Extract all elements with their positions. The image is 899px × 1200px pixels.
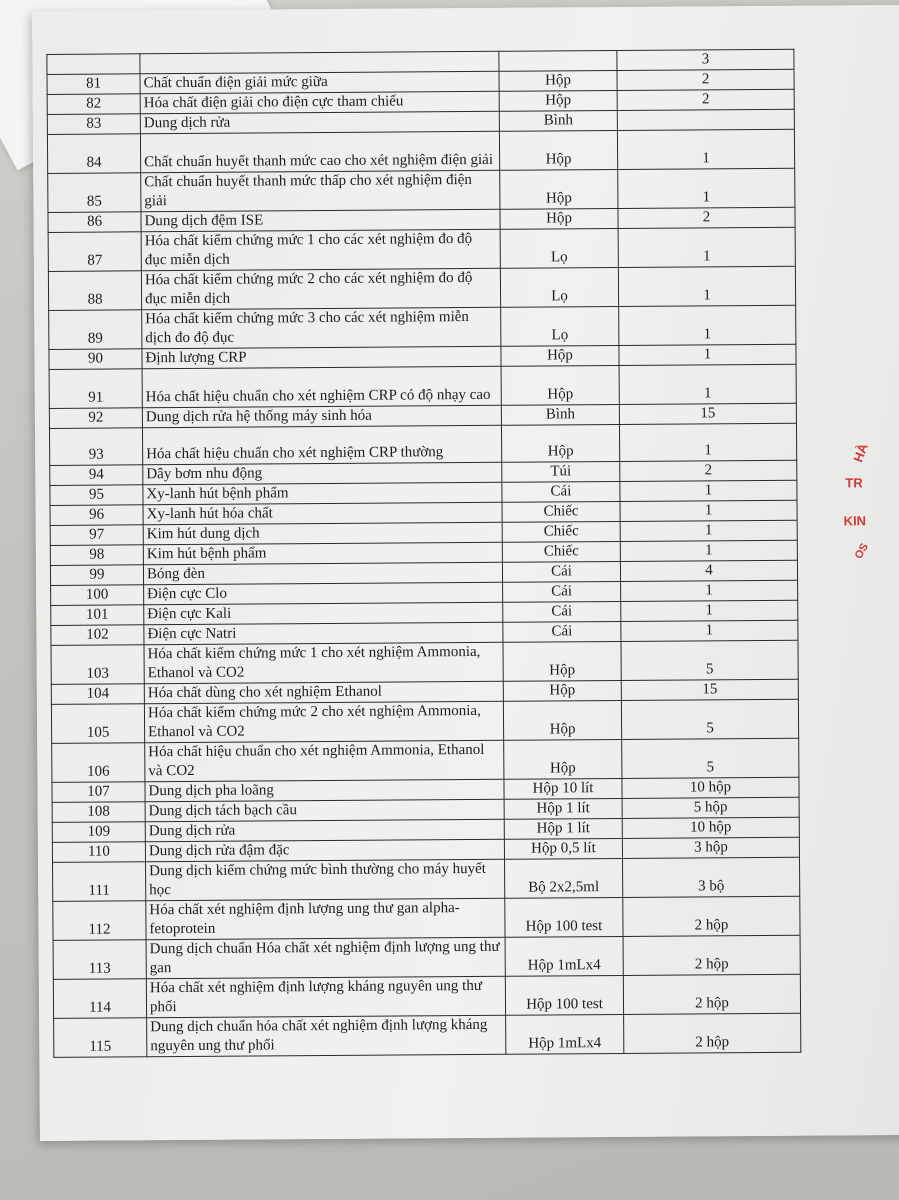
row-number: 95 bbox=[50, 485, 143, 506]
item-quantity: 1 bbox=[621, 580, 798, 601]
row-number: 94 bbox=[50, 465, 143, 486]
item-quantity: 15 bbox=[621, 679, 798, 700]
stamp-text-4: OS bbox=[852, 541, 871, 562]
row-number: 81 bbox=[47, 74, 140, 95]
item-quantity: 1 bbox=[619, 364, 796, 404]
item-unit: Hộp 1mLx4 bbox=[506, 1014, 624, 1054]
item-unit: Cái bbox=[502, 481, 620, 502]
item-quantity: 1 bbox=[621, 620, 798, 641]
table-row bbox=[53, 935, 800, 979]
row-number: 92 bbox=[49, 408, 142, 429]
item-quantity: 2 hộp bbox=[624, 1013, 801, 1053]
item-name: Dung dịch chuẩn hóa chất xét nghiệm định lượng kháng nguyên ung thư phổi bbox=[147, 1015, 506, 1057]
row-number: 112 bbox=[53, 901, 146, 941]
row-number: 91 bbox=[49, 369, 142, 409]
item-unit: Hộp bbox=[499, 70, 617, 91]
item-unit: Hộp 1mLx4 bbox=[505, 936, 623, 976]
item-name bbox=[140, 51, 499, 74]
table-row bbox=[49, 364, 796, 408]
item-unit: Hộp bbox=[504, 739, 622, 779]
row-number: 107 bbox=[52, 782, 145, 803]
item-quantity: 15 bbox=[619, 403, 796, 424]
item-quantity: 1 bbox=[618, 227, 795, 267]
row-number: 88 bbox=[48, 271, 141, 311]
row-number: 85 bbox=[48, 173, 141, 213]
item-unit: Bộ 2x2,5ml bbox=[504, 858, 622, 898]
row-number: 105 bbox=[51, 704, 144, 744]
item-unit: Cái bbox=[503, 581, 621, 602]
item-quantity: 2 hộp bbox=[623, 896, 800, 936]
item-name: Kim hút dung dịch bbox=[143, 522, 502, 545]
item-unit: Hộp bbox=[501, 424, 619, 462]
row-number: 108 bbox=[52, 802, 145, 823]
item-unit: Hộp bbox=[499, 130, 617, 170]
item-name: Dung dịch chuẩn Hóa chất xét nghiệm định lượng ung thư gan bbox=[146, 937, 505, 979]
row-number: 104 bbox=[51, 684, 144, 705]
item-unit: Cái bbox=[503, 621, 621, 642]
item-unit: Hộp 0,5 lít bbox=[504, 838, 622, 859]
item-unit: Hộp 1 lít bbox=[504, 798, 622, 819]
stamp-text-1: HÀ bbox=[850, 441, 871, 465]
item-quantity: 3 bộ bbox=[622, 857, 799, 897]
row-number bbox=[47, 54, 140, 75]
row-number: 97 bbox=[50, 525, 143, 546]
item-unit: Chiếc bbox=[502, 541, 620, 562]
item-quantity: 1 bbox=[619, 344, 796, 365]
item-name: Dung dịch rửa hệ thống máy sinh hóa bbox=[142, 405, 501, 428]
row-number: 86 bbox=[48, 212, 141, 233]
item-quantity: 1 bbox=[620, 540, 797, 561]
item-name: Kim hút bệnh phẩm bbox=[143, 542, 502, 565]
item-unit: Hộp 10 lít bbox=[504, 778, 622, 799]
item-unit: Hộp 100 test bbox=[505, 897, 623, 937]
item-name: Định lượng CRP bbox=[142, 346, 501, 369]
item-unit: Hộp 100 test bbox=[505, 975, 623, 1015]
document-page bbox=[32, 5, 899, 1141]
row-number: 106 bbox=[52, 743, 145, 783]
item-name: Điện cực Clo bbox=[144, 582, 503, 605]
row-number: 100 bbox=[51, 585, 144, 606]
item-name: Hóa chất kiểm chứng mức 1 cho xét nghiệm Ammonia, Ethanol và CO2 bbox=[144, 642, 503, 684]
row-number: 103 bbox=[51, 645, 144, 685]
item-quantity: 4 bbox=[620, 560, 797, 581]
row-number: 102 bbox=[51, 625, 144, 646]
item-name: Điện cực Kali bbox=[144, 602, 503, 625]
item-name: Dung dịch kiểm chứng mức bình thường cho máy huyết học bbox=[146, 859, 505, 901]
row-number: 90 bbox=[49, 349, 142, 370]
row-number: 84 bbox=[47, 134, 140, 174]
table-row bbox=[48, 168, 795, 212]
row-number: 96 bbox=[50, 505, 143, 526]
item-name: Hóa chất kiểm chứng mức 3 cho các xét nghiệm miễn dịch đo độ đục bbox=[142, 307, 501, 349]
row-number: 109 bbox=[52, 822, 145, 843]
item-name: Dây bơm nhu động bbox=[143, 462, 502, 485]
table-row bbox=[51, 640, 798, 684]
item-name: Bóng đèn bbox=[143, 562, 502, 585]
row-number: 87 bbox=[48, 232, 141, 272]
item-name: Hóa chất hiệu chuẩn cho xét nghiệm CRP thường bbox=[142, 425, 501, 465]
item-unit: Cái bbox=[502, 561, 620, 582]
table-row bbox=[48, 227, 795, 271]
item-name: Hóa chất hiệu chuẩn cho xét nghiệm Ammonia, Ethanol và CO2 bbox=[145, 740, 504, 782]
item-unit: Hộp bbox=[503, 641, 621, 681]
item-unit: Chiếc bbox=[502, 521, 620, 542]
item-name: Hóa chất dùng cho xét nghiệm Ethanol bbox=[144, 681, 503, 704]
item-quantity: 2 bbox=[620, 460, 797, 481]
supply-table bbox=[46, 49, 801, 1058]
item-unit: Lọ bbox=[501, 306, 619, 346]
table-row bbox=[49, 305, 796, 349]
row-number: 93 bbox=[49, 428, 142, 466]
item-unit: Lọ bbox=[500, 228, 618, 268]
item-quantity: 2 bbox=[618, 207, 795, 228]
item-name: Hóa chất kiểm chứng mức 2 cho các xét nghiệm đo độ đục miễn dịch bbox=[141, 268, 500, 310]
item-quantity: 5 bbox=[621, 699, 798, 739]
table-row bbox=[54, 1013, 801, 1057]
item-quantity: 2 hộp bbox=[623, 935, 800, 975]
item-unit: Hộp bbox=[503, 680, 621, 701]
item-quantity: 5 hộp bbox=[622, 797, 799, 818]
item-unit: Hộp bbox=[501, 365, 619, 405]
item-quantity: 2 hộp bbox=[623, 974, 800, 1014]
item-quantity: 2 bbox=[617, 89, 794, 110]
item-unit: Hộp bbox=[499, 90, 617, 111]
item-quantity: 1 bbox=[617, 129, 794, 169]
item-unit: Hộp bbox=[500, 169, 618, 209]
item-name: Hóa chất xét nghiệm định lượng ung thư gan alpha-fetoprotein bbox=[146, 898, 505, 940]
item-name: Điện cực Natri bbox=[144, 622, 503, 645]
item-quantity: 1 bbox=[619, 423, 796, 461]
item-unit: Bình bbox=[501, 404, 619, 425]
item-name: Chất chuẩn huyết thanh mức thấp cho xét nghiệm điện giải bbox=[141, 170, 500, 212]
item-quantity: 2 bbox=[617, 69, 794, 90]
item-quantity: 3 bbox=[617, 49, 794, 70]
table-row bbox=[52, 738, 799, 782]
item-unit: Cái bbox=[503, 601, 621, 622]
item-name: Hóa chất xét nghiệm định lượng kháng nguyên ung thư phổi bbox=[146, 976, 505, 1018]
stamp-text-2: TR bbox=[845, 475, 863, 491]
item-unit: Hộp bbox=[503, 700, 621, 740]
table-row bbox=[51, 699, 798, 743]
item-quantity: 10 hộp bbox=[622, 817, 799, 838]
item-quantity: 1 bbox=[619, 305, 796, 345]
stamp-text-3: KIN bbox=[843, 513, 867, 529]
row-number: 110 bbox=[52, 842, 145, 863]
item-unit: Chiếc bbox=[502, 501, 620, 522]
row-number: 98 bbox=[50, 545, 143, 566]
item-name: Dung dịch pha loãng bbox=[145, 779, 504, 802]
table-row bbox=[53, 974, 800, 1018]
item-quantity: 1 bbox=[620, 480, 797, 501]
row-number: 99 bbox=[50, 565, 143, 586]
item-name: Hóa chất hiệu chuẩn cho xét nghiệm CRP có độ nhạy cao bbox=[142, 366, 501, 408]
item-name: Xy-lanh hút bệnh phẩm bbox=[143, 482, 502, 505]
table-row bbox=[48, 266, 795, 310]
item-quantity: 1 bbox=[620, 520, 797, 541]
item-name: Dung dịch tách bạch cầu bbox=[145, 799, 504, 822]
row-number: 82 bbox=[47, 94, 140, 115]
item-name: Hóa chất kiểm chứng mức 2 cho xét nghiệm Ammonia, Ethanol và CO2 bbox=[144, 701, 503, 743]
item-quantity: 1 bbox=[621, 600, 798, 621]
item-name: Hóa chất điện giải cho điện cực tham chiếu bbox=[140, 91, 499, 114]
item-unit: Túi bbox=[502, 461, 620, 482]
item-name: Dung dịch rửa đậm đặc bbox=[145, 839, 504, 862]
row-number: 111 bbox=[53, 862, 146, 902]
table-row bbox=[53, 896, 800, 940]
item-name: Dung dịch rửa bbox=[145, 819, 504, 842]
row-number: 101 bbox=[51, 605, 144, 626]
item-name: Chất chuẩn điện giải mức giữa bbox=[140, 71, 499, 94]
row-number: 115 bbox=[54, 1018, 147, 1058]
row-number: 114 bbox=[53, 979, 146, 1019]
item-name: Dung dịch đệm ISE bbox=[141, 209, 500, 232]
item-unit: Hộp bbox=[501, 345, 619, 366]
item-unit: Hộp bbox=[500, 208, 618, 229]
item-quantity: 10 hộp bbox=[622, 777, 799, 798]
item-name: Chất chuẩn huyết thanh mức cao cho xét nghiệm điện giải bbox=[140, 131, 499, 173]
row-number: 83 bbox=[47, 114, 140, 135]
item-name: Xy-lanh hút hóa chất bbox=[143, 502, 502, 525]
table-row bbox=[47, 129, 794, 173]
supply-table-body bbox=[47, 49, 801, 1057]
item-quantity bbox=[617, 109, 794, 130]
item-name: Dung dịch rửa bbox=[140, 111, 499, 134]
item-unit bbox=[499, 50, 617, 71]
table-row bbox=[49, 423, 796, 465]
table-row bbox=[53, 857, 800, 901]
item-name: Hóa chất kiểm chứng mức 1 cho các xét nghiệm đo độ đục miễn dịch bbox=[141, 229, 500, 271]
item-unit: Lọ bbox=[500, 267, 618, 307]
item-quantity: 1 bbox=[620, 500, 797, 521]
item-unit: Bình bbox=[499, 110, 617, 131]
item-quantity: 1 bbox=[618, 168, 795, 208]
item-quantity: 1 bbox=[618, 266, 795, 306]
row-number: 89 bbox=[49, 310, 142, 350]
item-quantity: 5 bbox=[621, 640, 798, 680]
item-quantity: 3 hộp bbox=[622, 837, 799, 858]
item-unit: Hộp 1 lít bbox=[504, 818, 622, 839]
row-number: 113 bbox=[53, 940, 146, 980]
item-quantity: 5 bbox=[622, 738, 799, 778]
red-stamp bbox=[841, 435, 899, 615]
